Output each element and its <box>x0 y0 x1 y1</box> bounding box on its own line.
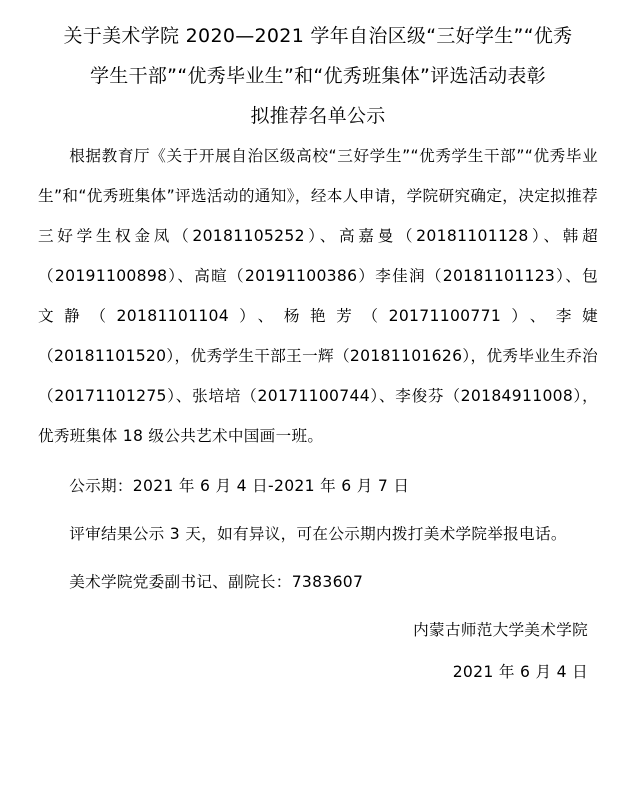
title-line-1: 关于美术学院 2020—2021 学年自治区级“三好学生”“优秀 <box>63 25 573 47</box>
title-line-3: 拟推荐名单公示 <box>250 105 386 127</box>
signature-date: 2021 年 6 月 4 日 <box>452 663 588 681</box>
title-line-2: 学生干部”“优秀毕业生”和“优秀班集体”评选活动表彰 <box>89 65 547 87</box>
publicity-period: 公示期：2021 年 6 月 4 日-2021 年 6 月 7 日 <box>69 477 410 495</box>
result-notice: 评审结果公示 3 天，如有异议，可在公示期内拨打美术学院举报电话。 <box>69 525 567 543</box>
body-paragraph: 根据教育厅《关于开展自治区级高校“三好学生”“优秀学生干部”“优秀毕业生”和“优秀班集体”评选活动的通知》，经本人申请，学院研究确定，决定拟推荐三好学生权金凤（20181105252）、高嘉曼（20181101128）、韩超（20191100898）、高暄（20191100386）李佳润（20181101123）、包文静（20181101104）、杨艳芳（20171100771）、李婕（20181101520），优秀学生干部王一辉（20181101626），优秀毕业生乔治（20171101275）、张培培（20171100744）、李俊芬（20184911008），优秀班集体 18 级公共艺术中国画一班。 <box>38 147 598 445</box>
signature-organization: 内蒙古师范大学美术学院 <box>413 621 588 639</box>
contact-line: 美术学院党委副书记、副院长：7383607 <box>69 573 364 591</box>
document-title <box>38 16 598 136</box>
